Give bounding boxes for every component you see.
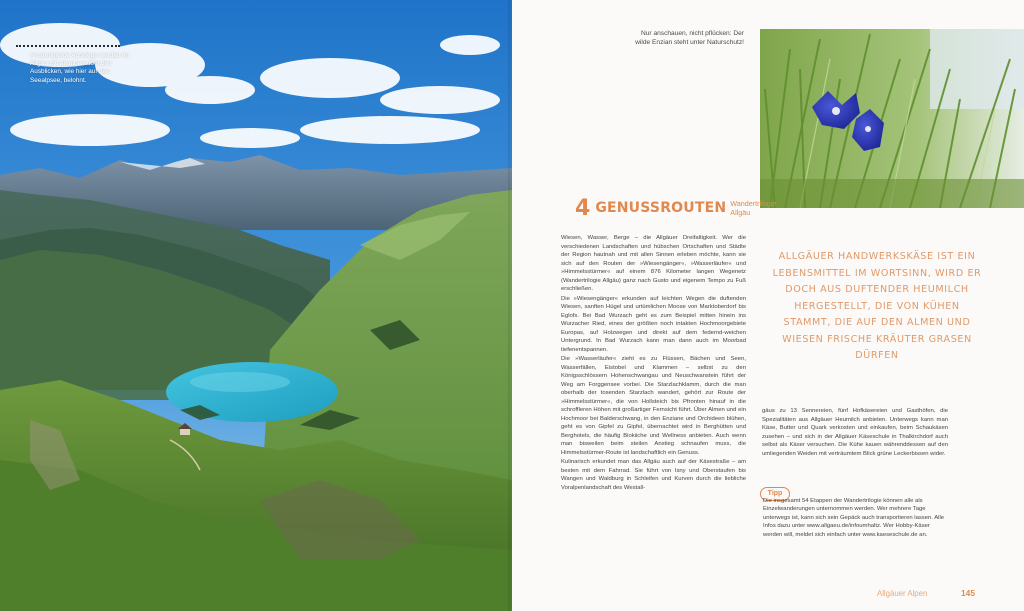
page-number: 145 (961, 588, 975, 598)
paragraph: Wiesen, Wasser, Berge – die Allgäuer Dreifaltigkeit. Wer die verschiedenen Landschaften und hübschen Ortschaften und Städte der Region hautnah und mit allen Sinnen erleben möchte, kann sie sich auf den Routen der »Wiesengänger«, »Wasserläufer« und »Himmelsstürmer« auf einem 876 Kilometer langen Wegenetz (Wandertrilogie Allgäu) ganz nach Gusto und eigenem Tempo zu Fuß erschließen. (561, 235, 746, 292)
section-title: GENUSSROUTEN (595, 200, 727, 216)
gentian-caption: Nur anschauen, nicht pflücken: Der wilde Enzian steht unter Naturschutz! (635, 30, 744, 46)
section-heading (575, 198, 780, 220)
tip-badge: Tipp (760, 487, 790, 501)
paragraph: Die »Wasserläufer« zieht es zu Flüssen, Bächen und Seen, Wasserfällen, Eistobel und Klammen – selbst zu den Königsschlössern Hohenschwangau und Neuschwanstein führt der Weg am Forggensee vorbei. Die Starzlachklamm, durch die man oberhalb der tosenden Starzlach wandert, gehört zur Route der »Himmelsstürmer«, die von Hollsteich bis Pfronten hinauf in die schroffleren Höhen mit großartiger Fernsicht führt. Über Almen und ein Hochmoor bei Balderschwang, in den Enziane und Orchideen blühen, geht es von Gipfel zu Gipfel, übernachtet wird in Berghütten und Berghotels, die häufig Biokiiche und Wellness anbieten. Auch wenn man bisweilen beim steilen Anstieg schnaufen muss, die Himmelsstürmer-Route ist landschaftlich ein Genuss. (561, 356, 746, 456)
caption-rule (16, 45, 120, 47)
paragraph: Kulinarisch erkundet man das Allgäu auch auf der Käsestraße – am besten mit dem Fahrrad. Sie führt von Isny und Oberstaufen bis Wangen und Waldburg in Schleifen und Kurven durch die liebliche Voralpenlandschaft des Westall- (561, 459, 746, 491)
body-column-left (561, 234, 746, 493)
body-column-right: gäus zu 13 Sennereien, fünf Hofkäsereien und Gasthöfen, die Spezialitäten aus Allgäuer Heumilch anbieten. Unterwegs kann man Käse, Butter und Quark verkosten und einkaufen, beim Schaukäsen zusehen – und sich in der Allgäuer Käseschule in Thalkirchdorf auch selbst als Käser versuchen. Die Kühe kauen währenddessen auf den umliegenden Weiden mit verträumtem Blick grüne Leckerbissen wider. (762, 408, 948, 457)
paragraph: Die »Wiesengänger« erkunden auf leichten Wegen die duftenden Wiesen, sanften Hügel und urtümlichen Moose von Marktoberdorf bis Eglofs. Bei Bad Wurzach geht es zum Beispiel mitten hinein ins Wurzacher Ried, eines der größten noch intakten Hochmoorgebiete Europas, auf Holzwegen und direkt auf dem federnd-weichen Untergrund. In Bad Wurzach kann man dann auch im Moorbad tiefenentspannen. (561, 295, 746, 353)
section-subtitle: Wandertrilogie Allgäu (730, 199, 777, 217)
section-number: 4 (575, 196, 591, 221)
running-footer: Allgäuer Alpen (877, 589, 928, 598)
pull-quote: ALLGÄUER HANDWERKSKÄSE IST EIN LEBENSMITTEL IM WORTSINN, WIRD ER DOCH AUS DUFTENDER HEUMILCH HERGESTELLT, DIE VON KÜHEN STAMMT, DIE AUF DEN ALMEN UND WIESEN FRISCHE KRÄUTER GRASEN DÜRFEN (772, 251, 982, 361)
photo-caption: Anstrengende Aufstiege werden im Allgäu mit atemberaubenden Ausblicken, wie hier auf den Seealpsee, belohnt. (30, 52, 130, 84)
gentian-photo (760, 29, 1024, 208)
tip-text: Die insgesamt 54 Etappen der Wandertrilogie können alle als Einzelwanderungen unternommen werden. Wer mehrere Tage unterwegs ist, kann sich sein Gepäck auch transportieren lassen. Alle Infos dazu unter www.allgaeu.de/infoumhaltz. Wer Hobby-Käser werden will, meldet sich einfach unter www.kaeseschule.de an. (763, 498, 945, 538)
gentian-flower-image (760, 29, 1024, 208)
